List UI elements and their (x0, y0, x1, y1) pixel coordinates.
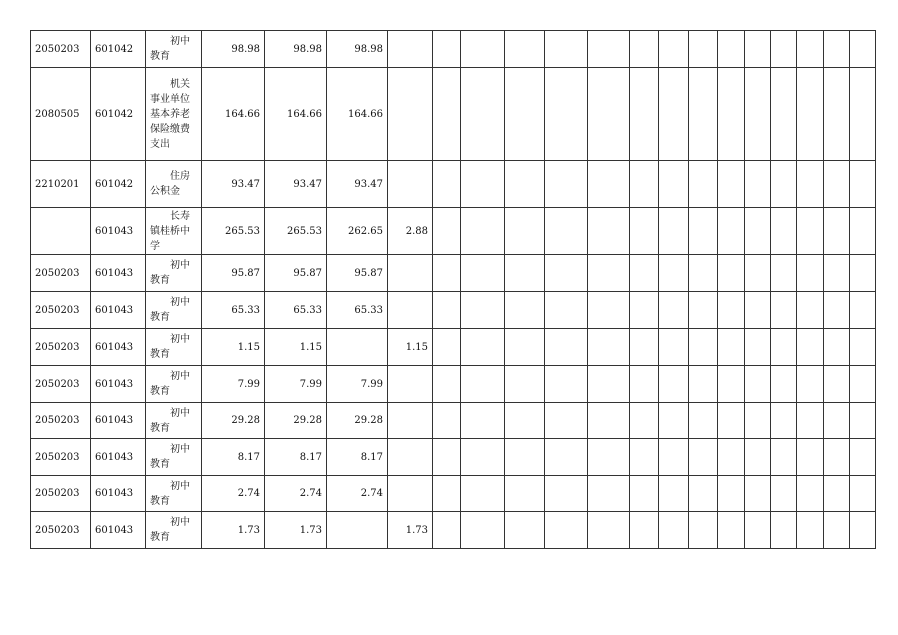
org-code-cell: 601043 (91, 208, 146, 255)
empty-cell (689, 366, 718, 403)
empty-cell (824, 403, 850, 439)
empty-cell (588, 208, 630, 255)
empty-cell (689, 68, 718, 161)
empty-cell (850, 329, 876, 366)
subtotal-cell: 164.66 (265, 68, 327, 161)
empty-cell (797, 403, 824, 439)
empty-cell (745, 68, 771, 161)
empty-cell (659, 366, 689, 403)
empty-cell (797, 366, 824, 403)
subtotal-cell: 1.15 (265, 329, 327, 366)
empty-cell (461, 208, 505, 255)
empty-cell (505, 476, 545, 512)
empty-cell (797, 208, 824, 255)
table-row (31, 255, 876, 292)
empty-cell (797, 68, 824, 161)
empty-cell (433, 366, 461, 403)
empty-cell (797, 255, 824, 292)
empty-cell (771, 292, 797, 329)
empty-cell (588, 512, 630, 549)
org-code-cell: 601043 (91, 439, 146, 476)
item-name-cell (146, 161, 202, 208)
name-text: 机关事业单位基本养老保险缴费支出 (150, 78, 190, 150)
empty-cell (433, 403, 461, 439)
subtotal-cell: 95.87 (265, 255, 327, 292)
empty-cell (433, 292, 461, 329)
org-code-cell: 601042 (91, 161, 146, 208)
empty-cell (718, 476, 745, 512)
empty-cell (433, 31, 461, 68)
function-code-cell: 2050203 (31, 366, 91, 403)
basic-expense-cell: 262.65 (327, 208, 388, 255)
empty-cell (630, 366, 659, 403)
empty-cell (850, 366, 876, 403)
empty-cell (745, 512, 771, 549)
empty-cell (745, 366, 771, 403)
basic-expense-cell: 95.87 (327, 255, 388, 292)
item-name-cell (146, 255, 202, 292)
table-row (31, 476, 876, 512)
function-code-cell: 2210201 (31, 161, 91, 208)
basic-expense-cell (327, 329, 388, 366)
name-text: 初中教育 (150, 371, 190, 397)
empty-cell (461, 403, 505, 439)
empty-cell (505, 292, 545, 329)
empty-cell (771, 208, 797, 255)
empty-cell (689, 208, 718, 255)
project-expense-cell: 2.88 (388, 208, 433, 255)
project-expense-cell: 1.15 (388, 329, 433, 366)
empty-cell (850, 476, 876, 512)
empty-cell (588, 31, 630, 68)
project-expense-cell (388, 366, 433, 403)
project-expense-cell: 1.73 (388, 512, 433, 549)
empty-cell (689, 329, 718, 366)
total-cell: 7.99 (202, 366, 265, 403)
org-code-cell: 601043 (91, 476, 146, 512)
item-name-cell (146, 329, 202, 366)
basic-expense-cell: 8.17 (327, 439, 388, 476)
table-row (31, 161, 876, 208)
name-text: 初中教育 (150, 36, 190, 62)
empty-cell (771, 161, 797, 208)
item-name-cell (146, 68, 202, 161)
table-row (31, 512, 876, 549)
empty-cell (718, 255, 745, 292)
basic-expense-cell: 93.47 (327, 161, 388, 208)
basic-expense-cell: 164.66 (327, 68, 388, 161)
project-expense-cell (388, 161, 433, 208)
empty-cell (718, 366, 745, 403)
empty-cell (659, 439, 689, 476)
name-text: 初中教育 (150, 444, 190, 470)
empty-cell (797, 31, 824, 68)
org-code-cell: 601043 (91, 512, 146, 549)
empty-cell (771, 512, 797, 549)
empty-cell (824, 292, 850, 329)
empty-cell (718, 31, 745, 68)
empty-cell (588, 292, 630, 329)
empty-cell (630, 329, 659, 366)
budget-table (30, 30, 876, 549)
org-code-cell: 601043 (91, 329, 146, 366)
empty-cell (505, 329, 545, 366)
function-code-cell: 2050203 (31, 439, 91, 476)
function-code-cell: 2080505 (31, 68, 91, 161)
item-name-cell (146, 403, 202, 439)
total-cell: 98.98 (202, 31, 265, 68)
empty-cell (588, 366, 630, 403)
function-code-cell: 2050203 (31, 292, 91, 329)
empty-cell (630, 512, 659, 549)
name-text: 长寿镇桂桥中学 (150, 210, 190, 252)
empty-cell (630, 68, 659, 161)
empty-cell (630, 476, 659, 512)
empty-cell (659, 512, 689, 549)
empty-cell (505, 512, 545, 549)
empty-cell (545, 161, 588, 208)
empty-cell (771, 329, 797, 366)
empty-cell (797, 329, 824, 366)
org-code-cell: 601043 (91, 366, 146, 403)
empty-cell (659, 329, 689, 366)
empty-cell (588, 439, 630, 476)
subtotal-cell: 8.17 (265, 439, 327, 476)
name-text: 住房公积金 (150, 171, 190, 197)
item-name-cell (146, 31, 202, 68)
basic-expense-cell: 7.99 (327, 366, 388, 403)
empty-cell (505, 366, 545, 403)
empty-cell (545, 329, 588, 366)
empty-cell (630, 403, 659, 439)
empty-cell (850, 208, 876, 255)
empty-cell (659, 31, 689, 68)
empty-cell (745, 329, 771, 366)
basic-expense-cell: 98.98 (327, 31, 388, 68)
empty-cell (718, 292, 745, 329)
empty-cell (850, 31, 876, 68)
project-expense-cell (388, 68, 433, 161)
empty-cell (545, 68, 588, 161)
subtotal-cell: 7.99 (265, 366, 327, 403)
empty-cell (745, 161, 771, 208)
basic-expense-cell: 29.28 (327, 403, 388, 439)
empty-cell (824, 439, 850, 476)
subtotal-cell: 29.28 (265, 403, 327, 439)
empty-cell (659, 68, 689, 161)
empty-cell (771, 476, 797, 512)
subtotal-cell: 1.73 (265, 512, 327, 549)
total-cell: 265.53 (202, 208, 265, 255)
table-row (31, 68, 876, 161)
empty-cell (824, 31, 850, 68)
empty-cell (689, 255, 718, 292)
table-row (31, 31, 876, 68)
empty-cell (718, 403, 745, 439)
empty-cell (689, 31, 718, 68)
total-cell: 1.73 (202, 512, 265, 549)
empty-cell (659, 255, 689, 292)
empty-cell (718, 439, 745, 476)
org-code-cell: 601043 (91, 255, 146, 292)
empty-cell (659, 403, 689, 439)
empty-cell (505, 403, 545, 439)
empty-cell (797, 512, 824, 549)
basic-expense-cell (327, 512, 388, 549)
empty-cell (745, 476, 771, 512)
empty-cell (771, 403, 797, 439)
org-code-cell: 601042 (91, 31, 146, 68)
empty-cell (771, 255, 797, 292)
table-row (31, 403, 876, 439)
empty-cell (588, 161, 630, 208)
empty-cell (824, 366, 850, 403)
empty-cell (850, 292, 876, 329)
total-cell: 29.28 (202, 403, 265, 439)
empty-cell (718, 208, 745, 255)
empty-cell (689, 476, 718, 512)
empty-cell (505, 255, 545, 292)
name-text: 初中教育 (150, 260, 190, 286)
table-row (31, 329, 876, 366)
total-cell: 164.66 (202, 68, 265, 161)
empty-cell (505, 68, 545, 161)
empty-cell (771, 68, 797, 161)
empty-cell (824, 255, 850, 292)
empty-cell (797, 476, 824, 512)
name-text: 初中教育 (150, 407, 190, 434)
empty-cell (545, 403, 588, 439)
empty-cell (850, 161, 876, 208)
project-expense-cell (388, 403, 433, 439)
empty-cell (850, 439, 876, 476)
empty-cell (659, 476, 689, 512)
project-expense-cell (388, 255, 433, 292)
empty-cell (630, 161, 659, 208)
empty-cell (771, 439, 797, 476)
empty-cell (824, 512, 850, 549)
empty-cell (588, 476, 630, 512)
empty-cell (545, 439, 588, 476)
empty-cell (545, 208, 588, 255)
empty-cell (545, 476, 588, 512)
empty-cell (718, 161, 745, 208)
empty-cell (461, 31, 505, 68)
empty-cell (545, 31, 588, 68)
function-code-cell: 2050203 (31, 255, 91, 292)
empty-cell (630, 292, 659, 329)
table-row (31, 208, 876, 255)
function-code-cell: 2050203 (31, 476, 91, 512)
empty-cell (461, 255, 505, 292)
empty-cell (718, 512, 745, 549)
empty-cell (659, 292, 689, 329)
empty-cell (433, 476, 461, 512)
empty-cell (505, 161, 545, 208)
name-text: 初中教育 (150, 517, 190, 543)
empty-cell (689, 439, 718, 476)
subtotal-cell: 265.53 (265, 208, 327, 255)
empty-cell (630, 439, 659, 476)
empty-cell (745, 292, 771, 329)
empty-cell (718, 68, 745, 161)
empty-cell (689, 512, 718, 549)
empty-cell (461, 476, 505, 512)
empty-cell (433, 255, 461, 292)
subtotal-cell: 93.47 (265, 161, 327, 208)
project-expense-cell (388, 31, 433, 68)
name-text: 初中教育 (150, 334, 190, 360)
empty-cell (461, 512, 505, 549)
basic-expense-cell: 2.74 (327, 476, 388, 512)
empty-cell (588, 255, 630, 292)
function-code-cell: 2050203 (31, 512, 91, 549)
basic-expense-cell: 65.33 (327, 292, 388, 329)
item-name-cell (146, 439, 202, 476)
empty-cell (505, 31, 545, 68)
item-name-cell (146, 512, 202, 549)
empty-cell (797, 292, 824, 329)
empty-cell (433, 512, 461, 549)
empty-cell (433, 439, 461, 476)
empty-cell (797, 161, 824, 208)
total-cell: 65.33 (202, 292, 265, 329)
empty-cell (461, 161, 505, 208)
empty-cell (824, 161, 850, 208)
empty-cell (745, 31, 771, 68)
empty-cell (433, 329, 461, 366)
empty-cell (630, 208, 659, 255)
item-name-cell (146, 366, 202, 403)
empty-cell (433, 208, 461, 255)
empty-cell (630, 31, 659, 68)
empty-cell (824, 329, 850, 366)
empty-cell (461, 68, 505, 161)
empty-cell (824, 208, 850, 255)
empty-cell (659, 161, 689, 208)
total-cell: 2.74 (202, 476, 265, 512)
empty-cell (771, 31, 797, 68)
empty-cell (797, 439, 824, 476)
empty-cell (433, 161, 461, 208)
empty-cell (824, 476, 850, 512)
empty-cell (659, 208, 689, 255)
org-code-cell: 601043 (91, 292, 146, 329)
empty-cell (545, 292, 588, 329)
total-cell: 93.47 (202, 161, 265, 208)
empty-cell (745, 255, 771, 292)
empty-cell (461, 439, 505, 476)
empty-cell (461, 329, 505, 366)
empty-cell (461, 292, 505, 329)
empty-cell (545, 255, 588, 292)
project-expense-cell (388, 476, 433, 512)
total-cell: 8.17 (202, 439, 265, 476)
table-row (31, 366, 876, 403)
subtotal-cell: 65.33 (265, 292, 327, 329)
empty-cell (689, 403, 718, 439)
empty-cell (689, 161, 718, 208)
empty-cell (718, 329, 745, 366)
empty-cell (505, 439, 545, 476)
project-expense-cell (388, 292, 433, 329)
empty-cell (771, 366, 797, 403)
empty-cell (588, 329, 630, 366)
empty-cell (850, 255, 876, 292)
empty-cell (630, 255, 659, 292)
subtotal-cell: 2.74 (265, 476, 327, 512)
empty-cell (745, 439, 771, 476)
empty-cell (433, 68, 461, 161)
function-code-cell: 2050203 (31, 31, 91, 68)
function-code-cell (31, 208, 91, 255)
item-name-cell (146, 292, 202, 329)
function-code-cell: 2050203 (31, 403, 91, 439)
name-text: 初中教育 (150, 480, 190, 507)
org-code-cell: 601043 (91, 403, 146, 439)
empty-cell (461, 366, 505, 403)
empty-cell (588, 403, 630, 439)
empty-cell (745, 208, 771, 255)
item-name-cell (146, 476, 202, 512)
empty-cell (588, 68, 630, 161)
empty-cell (850, 512, 876, 549)
table-row (31, 439, 876, 476)
total-cell: 95.87 (202, 255, 265, 292)
subtotal-cell: 98.98 (265, 31, 327, 68)
table-row (31, 292, 876, 329)
empty-cell (850, 68, 876, 161)
org-code-cell: 601042 (91, 68, 146, 161)
empty-cell (545, 366, 588, 403)
project-expense-cell (388, 439, 433, 476)
name-text: 初中教育 (150, 297, 190, 323)
item-name-cell (146, 208, 202, 255)
total-cell: 1.15 (202, 329, 265, 366)
empty-cell (505, 208, 545, 255)
empty-cell (850, 403, 876, 439)
empty-cell (545, 512, 588, 549)
function-code-cell: 2050203 (31, 329, 91, 366)
empty-cell (689, 292, 718, 329)
empty-cell (745, 403, 771, 439)
empty-cell (824, 68, 850, 161)
